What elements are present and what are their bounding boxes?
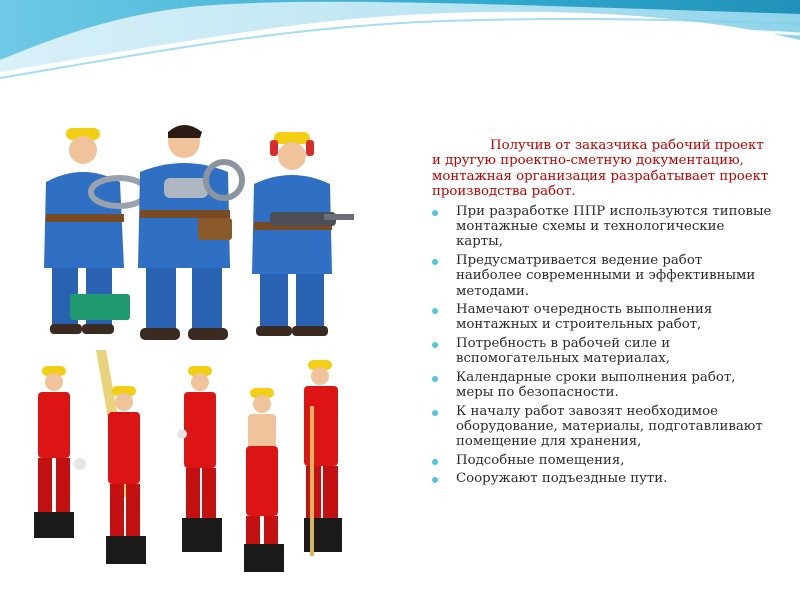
- workers-blue-illustration: [24, 118, 364, 348]
- list-item: [432, 204, 772, 250]
- list-item-text: Намечают очередность выполнения монтажных и строительных работ,: [456, 302, 713, 333]
- worker-red-4: [244, 388, 284, 572]
- worker-right: [252, 132, 354, 336]
- worker-red-5: [304, 360, 342, 556]
- list-item-text: Календарные сроки выполнения работ, меры по безопасности.: [456, 369, 736, 401]
- workers-red-illustration: [14, 346, 364, 578]
- list-item-text: Предусматривается ведение работ наиболее современными и эффективными методами.: [456, 252, 756, 299]
- list-item-text: Сооружают подъездные пути.: [456, 471, 668, 487]
- worker-red-3: [177, 366, 222, 552]
- bullet-dot-icon: [432, 210, 438, 216]
- list-item: [432, 453, 772, 468]
- list-item: [432, 253, 772, 299]
- bullet-dot-icon: [432, 477, 438, 483]
- content-text-block: [432, 138, 772, 490]
- list-item: [432, 336, 772, 367]
- bullet-dot-icon: [432, 308, 438, 314]
- bullet-dot-icon: [432, 410, 438, 416]
- list-item-text: Подсобные помещения,: [456, 452, 625, 468]
- list-item-text: Потребность в рабочей силе и вспомогательных материалах,: [456, 335, 671, 367]
- list-item: [432, 404, 772, 450]
- worker-red-2: [106, 386, 146, 564]
- bullet-dot-icon: [432, 376, 438, 382]
- worker-left: [44, 128, 147, 334]
- list-item: [432, 370, 772, 401]
- list-item: [432, 471, 772, 486]
- worker-red-1: [34, 366, 86, 538]
- list-item-text: К началу работ завозят необходимое оборудование, материалы, подготавливают помещение для хранения,: [456, 403, 763, 450]
- worker-middle: [138, 125, 242, 340]
- header-wave: [0, 0, 800, 100]
- list-item: [432, 302, 772, 333]
- bullet-dot-icon: [432, 259, 438, 265]
- intro-paragraph: Получив от заказчика рабочий проект и другую проектно-сметную документацию, монтажная организация разрабатывает проект производства работ.: [432, 138, 769, 200]
- bullet-dot-icon: [432, 342, 438, 348]
- bullet-list: [432, 204, 772, 487]
- bullet-dot-icon: [432, 459, 438, 465]
- list-item-text: При разработке ППР используются типовые монтажные схемы и технологические карты,: [456, 203, 772, 250]
